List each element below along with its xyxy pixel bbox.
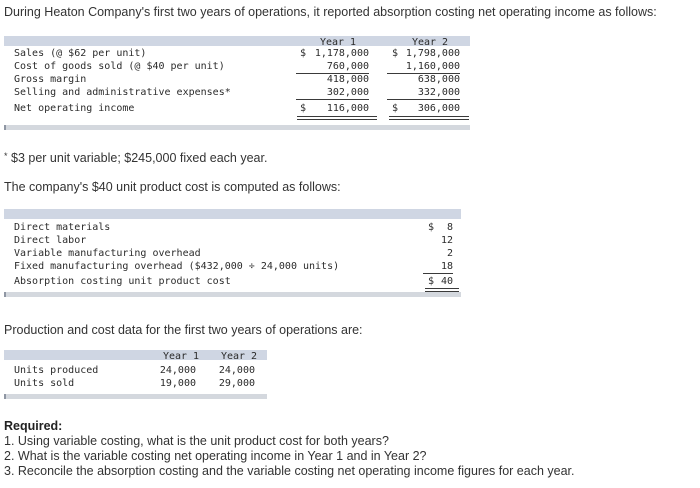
- year1-value: 1,178,000: [314, 48, 369, 59]
- unit-cost-table: [4, 209, 461, 291]
- income-statement-table: [4, 36, 470, 120]
- year2-value: 1,798,000: [405, 48, 460, 59]
- table-bottom-bar: [4, 292, 461, 297]
- year1-value: 418,000: [326, 74, 369, 85]
- year2-value: 638,000: [417, 74, 460, 85]
- year2-value: 24,000: [218, 365, 255, 376]
- double-underline: [389, 116, 469, 120]
- unit-cost-row: [4, 247, 461, 260]
- row-label: Gross margin: [14, 74, 87, 85]
- required-item-2: 2. What is the variable costing net operating income in Year 1 and in Year 2?: [4, 449, 427, 463]
- year1-value: 760,000: [296, 60, 369, 74]
- production-row: [4, 364, 267, 377]
- dollar-sign: $: [428, 276, 435, 287]
- footnote-text: $3 per unit variable; $245,000 fixed each year.: [11, 151, 268, 165]
- dollar-sign: $: [392, 48, 399, 59]
- year1-value: 116,000: [326, 103, 369, 114]
- year2-value: 1,160,000: [387, 60, 460, 74]
- row-label: Absorption costing unit product cost: [14, 276, 231, 287]
- col-header-year2: Year 2: [411, 37, 449, 48]
- row-label: Fixed manufacturing overhead ($432,000 ÷ 24,000 units): [14, 261, 340, 272]
- dollar-sign: $: [300, 103, 307, 114]
- year1-value: 302,000: [296, 86, 369, 100]
- row-label: Units produced: [14, 365, 99, 376]
- unit-cost-row: [4, 234, 461, 247]
- unit-cost-row: [4, 260, 461, 273]
- cost-value: 18: [423, 260, 453, 274]
- required-item-1: 1. Using variable costing, what is the unit product cost for both years?: [4, 434, 389, 448]
- year2-value: 332,000: [387, 86, 460, 100]
- table-bottom-bar: [4, 394, 267, 399]
- cost-value: 12: [440, 235, 453, 246]
- required-heading: Required:: [4, 419, 63, 433]
- unit-cost-row-total: [4, 275, 461, 288]
- year1-value: 24,000: [159, 365, 196, 376]
- required-item-3: 3. Reconcile the absorption costing and the variable costing net operating income figures for each year.: [4, 464, 575, 478]
- table-bottom-bar: [4, 125, 470, 130]
- row-label: Variable manufacturing overhead: [14, 248, 201, 259]
- year2-value: 29,000: [218, 378, 255, 389]
- dollar-sign: $: [300, 48, 307, 59]
- income-row-selling-admin: [4, 86, 470, 99]
- col-header-year1: Year 1: [319, 37, 357, 48]
- dollar-sign: $: [392, 103, 399, 114]
- intro-text: During Heaton Company's first two years of operations, it reported absorption costing net operating income as follows:: [4, 5, 657, 19]
- cost-value: 2: [446, 248, 453, 259]
- row-label: Cost of goods sold (@ $40 per unit): [14, 61, 225, 72]
- unit-cost-intro: The company's $40 unit product cost is computed as follows:: [4, 180, 341, 194]
- production-table: [4, 350, 267, 394]
- dollar-sign: $: [428, 222, 435, 233]
- production-row: [4, 377, 267, 390]
- footnote-marker: *: [4, 151, 8, 161]
- row-label: Sales (@ $62 per unit): [14, 48, 147, 59]
- year1-value: 19,000: [159, 378, 196, 389]
- income-row-cogs: [4, 60, 470, 73]
- row-label: Net operating income: [14, 103, 135, 114]
- footnote: [4, 151, 267, 165]
- col-header-year2: Year 2: [220, 351, 258, 362]
- row-label: Units sold: [14, 378, 75, 389]
- income-row-net-operating-income: [4, 102, 470, 115]
- income-row-sales: [4, 47, 470, 60]
- row-label: Selling and administrative expenses*: [14, 87, 231, 98]
- cost-value: 40: [440, 276, 453, 287]
- col-header-year1: Year 1: [162, 351, 200, 362]
- production-intro: Production and cost data for the first two years of operations are:: [4, 323, 363, 337]
- double-underline: [297, 116, 377, 120]
- year2-value: 306,000: [417, 103, 460, 114]
- row-label: Direct labor: [14, 235, 87, 246]
- cost-value: 8: [446, 222, 453, 233]
- income-row-gross-margin: [4, 73, 470, 86]
- row-label: Direct materials: [14, 222, 111, 233]
- unit-cost-row: [4, 221, 461, 234]
